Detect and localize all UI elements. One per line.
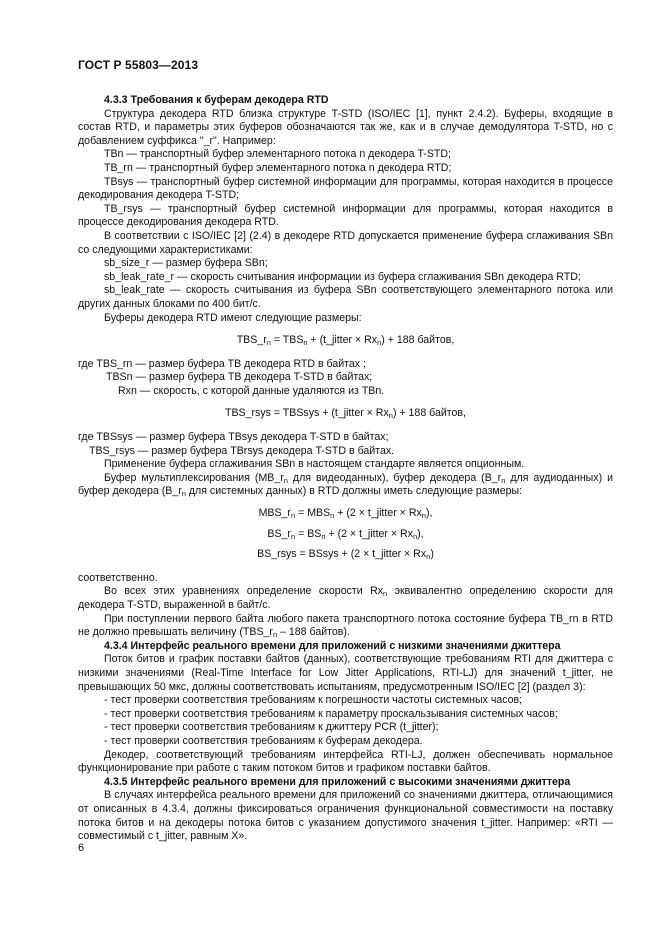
section-434-closing: Декодер, соответствующий требованиям интерфейса RTI-LJ, должен обеспечивать нормальное функционирование при работе с таким потоком битов и графиком поставки байтов. xyxy=(78,748,613,775)
list-item: - тест проверки соответствия требованиям к погрешности частоты системных часов; xyxy=(104,694,523,707)
list-item: - тест проверки соответствия требованиям к параметру проскальзывания системных часов; xyxy=(104,707,558,720)
list-item: sb_leak_rate — скорость считывания из буфера SBn соответствующего элементарного потока или других данных блоками по 400 бит/с. xyxy=(78,284,613,310)
formula-mbs-rn: $MBS\_r_n = MBS_n + (2$ × t_jitter × $Rx_n$), xyxy=(258,507,433,521)
section-433-intro: Структура декодера RTD близка структуре T-STD (ISO/IEC [1], пункт 2.4.2). Буферы, входящие в состав RTD, и параметры этих буферов обозначаются так же, как и в случае демодулятора T-STD, но с добавлением суффикса "_r". Например: xyxy=(78,107,613,147)
list-item: - тест проверки соответствия требованиям к джиттеру PCR (t_jitter); xyxy=(104,721,439,734)
formula-bs-rsys: BS_rsys = BSsys + (2 × t_jitter × $Rx_n$) xyxy=(257,548,434,562)
formula-tbs-rsys: TBS_rsys = TBSsys + (t_jitter × $Rx_n) + 188$ байтов, xyxy=(225,407,466,421)
document-body xyxy=(78,94,613,844)
buffer-sizes-intro: Буферы декодера RTD имеют следующие размеры: xyxy=(104,311,362,324)
page-header-standard-id: ГОСТ Р 55803—2013 xyxy=(78,58,199,72)
list-item: sb_leak_rate_r — скорость считывания информации из буфера сглаживания SBn декодера RTD; xyxy=(104,270,581,283)
where-line: TBS_rsys — размер буфера TBrsys декодера T-STD в байтах. xyxy=(89,444,395,457)
mux-buffer-paragraph: Буфер мультиплексирования ($MB\_r_n$ для видеоданных), буфер декодера ($B\_r_n$ для аудиоданных) и буфер декодера ($B\_r_n$ для системных данных) в RTD должны иметь следующие размеры: xyxy=(78,471,613,499)
section-434-intro: Поток битов и график поставки байтов (данных), соответствующие требованиям RTI для джиттера с низкими значениями (Real-Time Interface for Low Jitter Applications, RTI-LJ) для значений t_jitter, не превышающих 50 мкс, должны соответствовать испытаниям, предусмотренным ISO/IEC [2] (раздел 3): xyxy=(78,653,613,693)
optional-note: Применение буфера сглаживания SBn в настоящем стандарте является опционным. xyxy=(104,458,525,471)
section-435-text: В случаях интерфейса реального времени для приложений со значениями джиттера, отличающимися от описанных в 4.3.4, должны фиксироваться ограничения функциональной совместимости на поставку потока битов и на декодеры потока битов с указанием допустимого значения t_jitter. Например: «RTI — совместимый с t_jitter, равным X». xyxy=(78,789,613,843)
list-item: TB_rsys — транспортный буфер системной информации для программы, которая находится в процессе декодирования декодера RTD. xyxy=(78,202,613,229)
formula-bs-rn: $BS\_r_n = BS_n + (2$ × t_jitter × $Rx_n$), xyxy=(267,527,424,541)
list-item: sb_size_r — размер буфера SBn; xyxy=(104,257,268,270)
where-line: TBSn — размер буфера TB декодера T-STD в байтах; xyxy=(106,371,373,384)
where-line: где TBSsys — размер буфера TBsys декодера T-STD в байтах; xyxy=(78,431,389,444)
rx-equivalence-paragraph: Во всех этих уравнениях определение скорости $Rx_n$ эквивалентно определению скорости для декодера T-STD, выраженной в байт/с. xyxy=(78,585,613,611)
list-item: TBsys — транспортный буфер системной информации для программы, которая находится в процессе декодирования декодера T-STD; xyxy=(78,175,613,202)
section-433-heading: 4.3.3 Требования к буферам декодера RTD xyxy=(104,94,329,106)
list-item: TB_rn — транспортный буфер элементарного потока n декодера RTD; xyxy=(104,161,452,174)
where-line: Rxn — скорость, с которой данные удаляются из TBn. xyxy=(118,384,385,397)
list-item: TBn — транспортный буфер элементарного потока n декодера T-STD; xyxy=(104,148,451,161)
formula-group xyxy=(78,507,613,562)
where-line: где TBS_rn — размер буфера TB декодера RTD в байтах ; xyxy=(78,357,366,370)
section-435-heading: 4.3.5 Интерфейс реального времени для приложений с высокими значениями джиттера xyxy=(104,775,571,788)
page-number: 6 xyxy=(78,842,85,854)
section-434-heading: 4.3.4 Интерфейс реального времени для приложений с низкими значениями джиттера xyxy=(104,639,561,652)
formula-tbs-rn: $TBS\_r_n = TBS_n$ + (t_jitter × $Rx_n) + 188$ байтов, xyxy=(236,334,455,348)
smoothing-intro: В соответствии с ISO/IEC [2] (2.4) в декодере RTD допускается применение буфера сглаживания SBn со следующими характеристиками: xyxy=(78,229,613,256)
list-item: - тест проверки соответствия требованиям к буферам декодера. xyxy=(104,734,423,747)
first-byte-paragraph: При поступлении первого байта любого пакета транспортного потока состояние буфера TB_rn в RTD не должно превышать величину ($TBS\_r_n - 188$ байтов). xyxy=(78,612,613,640)
respectively-line: соответственно. xyxy=(78,571,158,584)
